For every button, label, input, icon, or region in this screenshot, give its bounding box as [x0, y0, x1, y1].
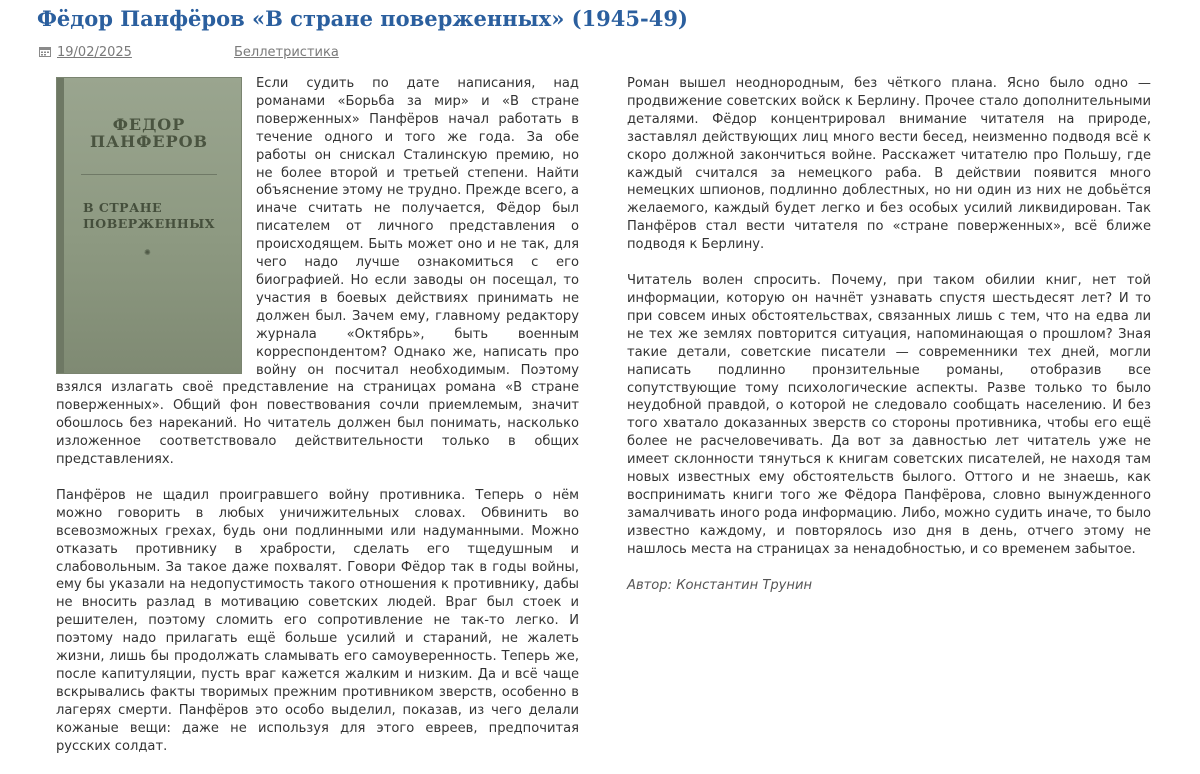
cover-rule	[81, 174, 217, 175]
article-title: Фёдор Панфёров «В стране поверженных» (1945-49)	[37, 6, 688, 31]
paragraph: Читатель волен спросить. Почему, при таком обилии книг, нет той информации, которую он начнёт узнавать спустя шестьдесят лет? И то при совсем иных обстоятельствах, связанных лишь с тем, что на едва ли не тех же землях повторится ситуация, напоминающая о прошлом? Зная такие детали, советские писатели — современники тех дней, могли написать подлинно пронзительные романы, отобразив все сопутствующие тому психологические аспекты. Разве только то было неудобной правдой, о которой не следовало сообщать населению. И без того хватало доказанных зверств со стороны противника, чтобы его ещё более не расчеловечивать. Да вот за давностью лет читатель уже не имеет склонности тянуться к книгам советских писателей, не находя там новых известных ему обстоятельств былого. Оттого и не знаешь, как воспринимать книги того же Фёдора Панфёрова, словно вынужденного замалчивать иного рода информацию. Либо, можно судить иначе, то было известно каждому, и повторялось изо дня в день, отчего этому не нашлось места на страницах за ненадобностью, и со временем забытое.	[627, 273, 1151, 557]
cover-author: ФЕДОР ПАНФЕРОВ	[89, 115, 209, 151]
post-date-link[interactable]: 19/02/2025	[57, 45, 132, 60]
book-cover-image	[56, 77, 242, 374]
paragraph: Роман вышел неоднородным, без чёткого плана. Ясно было одно — продвижение советских войск к Берлину. Прочее стало дополнительными деталями. Фёдор концентрировал внимание читателя на природе, заставлял действующих лиц много вести бесед, неизменно подводя всё к скоро должной закончиться войне. Расскажет читателю про Польшу, где каждый считался за немецкого раба. В действии появится много немецких шпионов, подлинно доблестных, но ни один из них не добьётся желаемого, каждый будет легко и без особых усилий ликвидирован. Так Панфёров стал вести читателя по «стране поверженных», всё ближе подводя к Берлину.	[627, 76, 1151, 253]
paragraph: Если судить по дате написания, над романами «Борьба за мир» и «В стране поверженных» Панфёров начал работать в течение одного и того же года. За обе работы он снискал Сталинскую премию, но не более второй и третьей степени. Найти объяснение этому не трудно. Прежде всего, а иначе считать не получается, Фёдор был писателем от личного представления о происходящем. Быть может оно и не так, для чего надо лучше ознакомиться с его биографией. Но если заводы он посещал, то участия в боевых действиях принимать не должен был. Зачем ему, главному редактору журнала «Октябрь», быть военным корреспондентом? Однако же, написать про войну он посчитал необходимым. Поэтому взялся излагать своё представление на страницах романа «В стране поверженных». Общий фон повествования сочли приемлемым, значит обошлось без нареканий. Но читатель должен был понимать, насколько изложенное соответствовало действительности только в общих представлениях.	[56, 76, 579, 468]
article-column-left	[56, 75, 579, 774]
paragraph: Панфёров не щадил проигравшего войну противника. Теперь о нём можно говорить в любых уничижительных словах. Обвинить во всевозможных грехах, будь они подлинными или надуманными. Можно отказать противнику в храбрости, сделать его тщедушным и слабовольным. За такое даже похвалят. Говори Фёдор так в годы войны, ему бы указали на недопустимость такого отношения к противнику, дабы не вносить разлад в мотивацию советских людей. Враг был стоек и решителен, поэтому сломить его сопротивление не так-то легко. И поэтому надо прилагать ещё больше усилий и стараний, не жалеть жизни, лишь бы продолжать сламывать его самоуверенность. Теперь же, после капитуляции, пусть враг кажется жалким и низким. Да и всё чаще вскрывались факты творимых прежним противником зверств, особенно в лагерях смерти. Панфёров это особо выделил, показав, из чего делали кожаные вещи: даже не используя для этого евреев, предпочитая русских солдат.	[56, 487, 579, 754]
post-meta	[39, 45, 132, 60]
cover-title: В СТРАНЕ ПОВЕРЖЕННЫХ	[83, 200, 215, 231]
calendar-icon	[39, 46, 51, 57]
cover-ornament-icon: ✺	[144, 248, 151, 257]
article-column-right	[627, 75, 1151, 612]
author-credit: Автор: Константин Трунин	[627, 577, 813, 593]
category-link[interactable]: Беллетристика	[234, 45, 339, 60]
